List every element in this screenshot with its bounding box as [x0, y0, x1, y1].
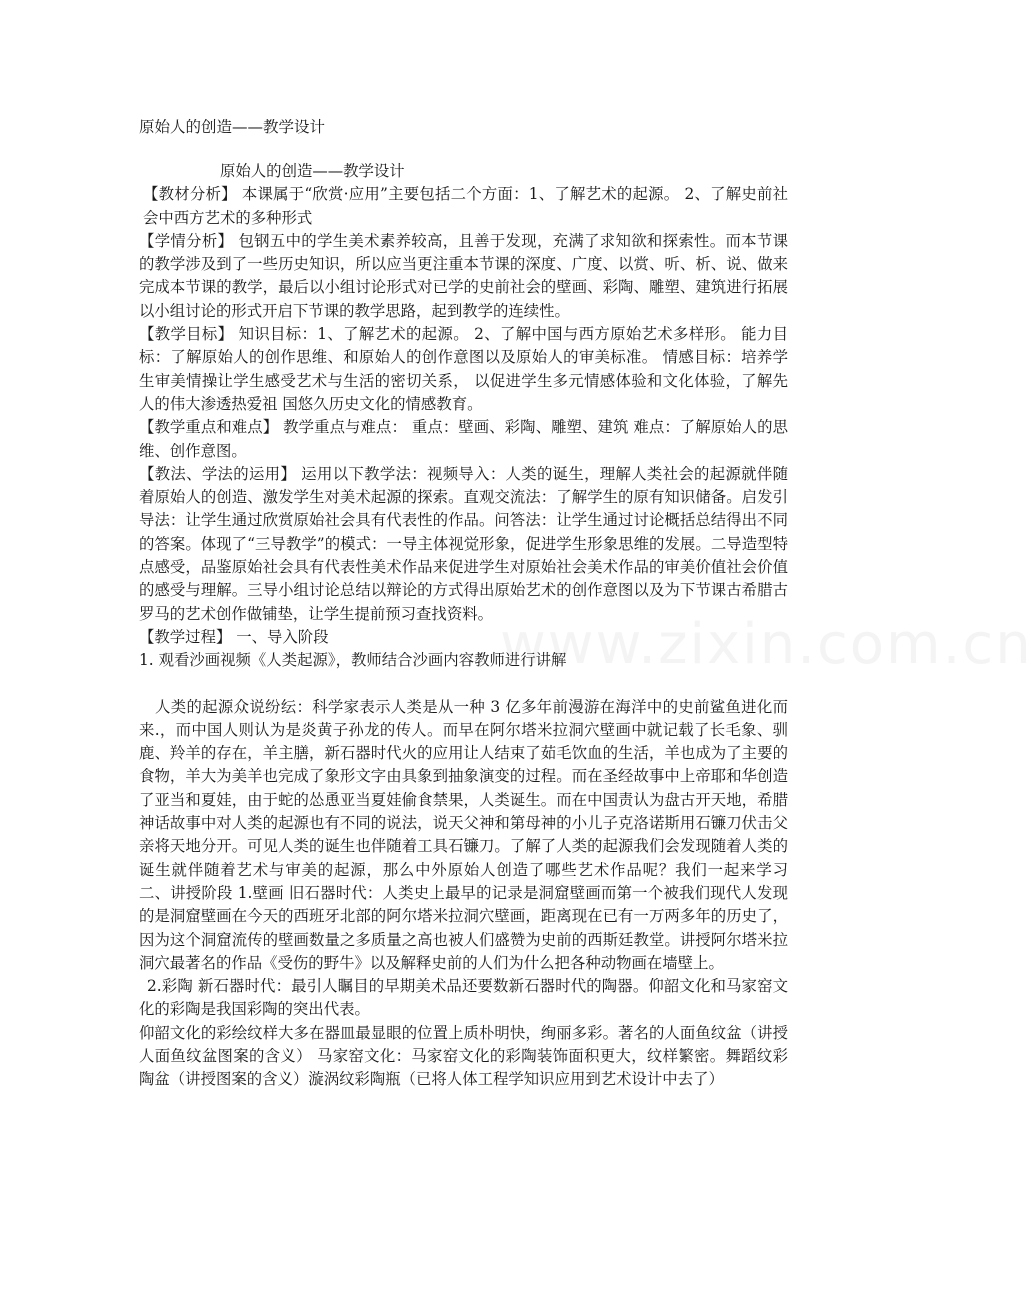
- section-methods: 【教法、学法的运用】 运用以下教学法：视频导入：人类的诞生，理解人类社会的起源就伴随着原始人的创造、激发学生对美术起源的探索。直观交流法：了解学生的原有知识储备。启发引导法：让学生通过欣赏原始社会具有代表性的作品。问答法：让学生通过讨论概括总结得出不同的答案。体现了“三导教学”的模式：一导主体视觉形象，促进学生形象思维的发展。二导造型特点感受，品鉴原始社会具有代表性美术作品来促进学生对原始社会美术作品的审美价值社会价值的感受与理解。三导小组讨论总结以辩论的方式得出原始艺术的创作意图以及为下节课古希腊古罗马的艺术创作做铺垫，让学生提前预习查找资料。: [139, 464, 788, 623]
- section-material-analysis: 【教材分析】 本课属于“欣赏·应用”主要包括二个方面：1、了解艺术的起源。 2、了解史前社会中西方艺术的多种形式: [143, 185, 788, 227]
- section-process: 【教学过程】 一、导入阶段: [139, 627, 329, 646]
- pottery-paragraph: 2.彩陶 新石器时代：最引人瞩目的早期美术品还要数新石器时代的陶器。仰韶文化和马家窑文化的彩陶是我国彩陶的突出代表。: [139, 977, 788, 1019]
- paragraph-gap: [139, 673, 788, 696]
- site-watermark: www.zixin.com.cn: [500, 612, 1033, 677]
- yangshao-paragraph: 仰韶文化的彩绘纹样大多在器皿最显眼的位置上质朴明快，绚丽多彩。著名的人面鱼纹盆（讲授人面鱼纹盆图案的含义） 马家窑文化：马家窑文化的彩陶装饰面积更大，纹样繁密。舞蹈纹彩陶盆（讲授图案的含义）漩涡纹彩陶瓶（已将人体工程学知识应用到艺术设计中去了）: [139, 1023, 788, 1089]
- section-key-points: 【教学重点和难点】 教学重点与难点： 重点：壁画、彩陶、雕塑、建筑 难点：了解原始人的思维、创作意图。: [139, 418, 788, 460]
- section-student-analysis: 【学情分析】 包钢五中的学生美术素养较高，且善于发现，充满了求知欲和探索性。而本节课的教学涉及到了一些历史知识，所以应当更注重本节课的深度、广度、以赏、听、析、说、做来完成本节课的教学，最后以小组讨论形式对已学的史前社会的壁画、彩陶、雕塑、建筑进行拓展以小组讨论的形式开启下节课的教学思路，起到教学的连续性。: [139, 231, 788, 320]
- section-teaching-goals: 【教学目标】 知识目标：1、了解艺术的起源。 2、了解中国与西方原始艺术多样形。 能力目标：了解原始人的创作思维、和原始人的创作意图以及原始人的审美标准。 情感目标：培养学生审美情操让学生感受艺术与生活的密切关系， 以促进学生多元情感体验和文化体验，了解先人的伟大渗透热爱祖 国悠久历史文化的情感教育。: [139, 325, 788, 413]
- document-subtitle: 原始人的创造——教学设计: [220, 162, 405, 180]
- origin-paragraph: 人类的起源众说纷纭：科学家表示人类是从一种 3 亿多年前漫游在海洋中的史前鲨鱼进化而来.，而中国人则认为是炎黄子孙龙的传人。而早在阿尔塔米拉洞穴壁画中就记载了长毛象、驯鹿、羚羊的存在，羊主膳，新石器时代火的应用让人结束了茹毛饮血的生活，羊也成为了主要的食物，羊大为美羊也完成了象形文字由具象到抽象演变的过程。而在圣经故事中上帝耶和华创造了亚当和夏娃，由于蛇的怂恿亚当夏娃偷食禁果，人类诞生。而在中国责认为盘古开天地，希腊神话故事中对人类的起源也有不同的说法，说天父神和第母神的小儿子克洛诺斯用石镰刀伏击父亲将天地分开。可见人类的诞生也伴随着工具石镰刀。了解了人类的起源我们会发现随着人类的诞生就伴随着艺术与审美的起源，那么中外原始人创造了哪些艺术作品呢？我们一起来学习 二、讲授阶段 1.壁画 旧石器时代：人类史上最早的记录是洞窟壁画而第一个被我们现代人发现的是洞窟壁画在今天的西班牙北部的阿尔塔米拉洞穴壁画，距离现在已有一万两多年的历史了，因为这个洞窟流传的壁画数量之多质量之高也被人们盛赞为史前的西斯廷教堂。讲授阿尔塔米拉洞穴最著名的作品《受伤的野牛》以及解释史前的人们为什么把各种动物画在墙壁上。: [139, 697, 788, 972]
- document-body: [139, 160, 788, 1092]
- document-header-title: 原始人的创造——教学设计: [139, 118, 326, 136]
- process-step-1: 1. 观看沙画视频《人类起源》，教师结合沙画内容教师进行讲解: [139, 651, 567, 670]
